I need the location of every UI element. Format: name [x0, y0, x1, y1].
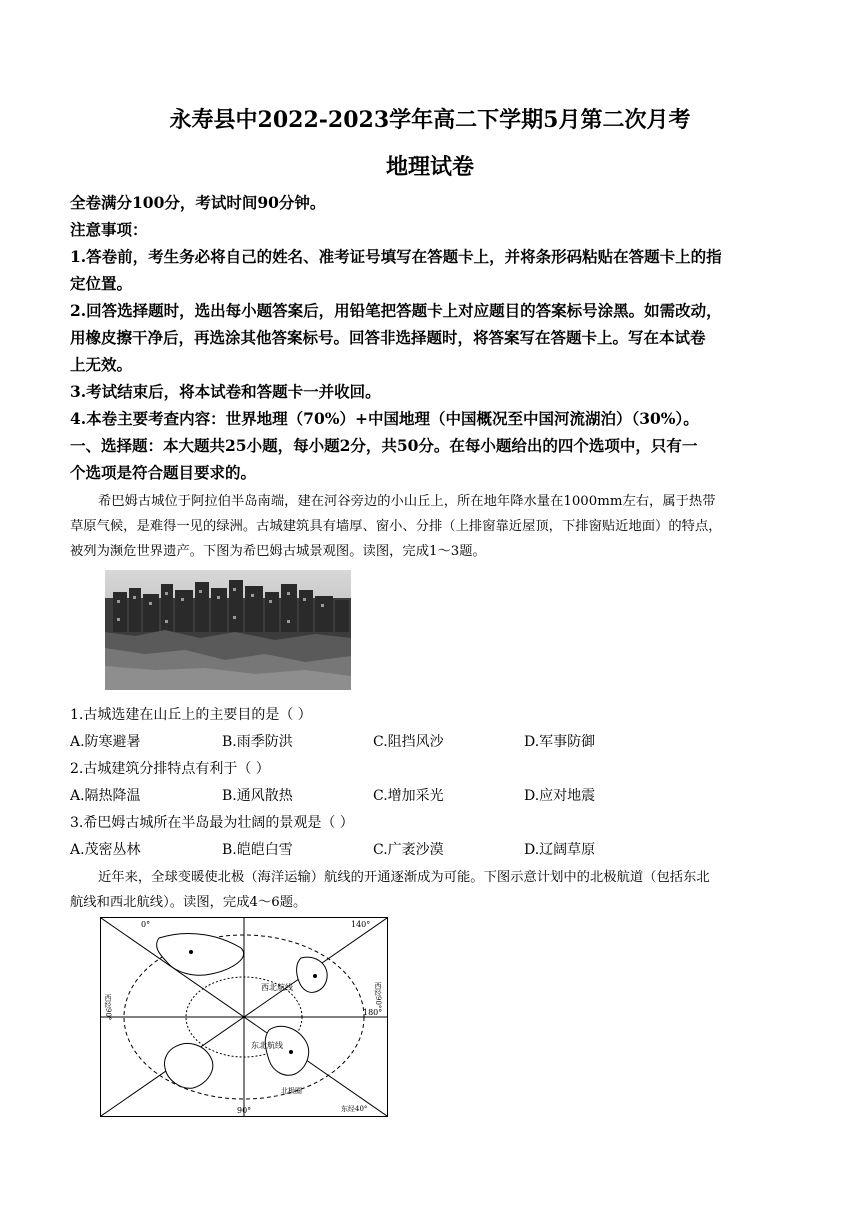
question-2-option-a: A.隔热降温	[70, 788, 141, 804]
map-label-arctic-circle: 北极圈	[281, 1087, 302, 1095]
question-2-option-d: D.应对地震	[524, 788, 596, 804]
section-heading-line-1: 一、选择题：本大题共25小题，每小题2分，共50分。在每小题给出的四个选项中，只有一	[70, 436, 698, 455]
question-3-option-d: D.辽阔草原	[524, 842, 596, 858]
note-2-line-1: 2.回答选择题时，选出每小题答案后，用铅笔把答题卡上对应题目的答案标号涂黑。如需改动，	[70, 301, 722, 320]
map-label-left: 西经90°	[104, 994, 112, 1021]
passage-1-line-1: 希巴姆古城位于阿拉伯半岛南端，建在河谷旁边的小山丘上，所在地年降水量在1000mm左右，属于热带	[98, 494, 716, 509]
question-3-option-c: C.广袤沙漠	[373, 842, 444, 858]
note-2-line-3: 上无效。	[70, 355, 133, 374]
map-label-bottom-right: 东经40°	[341, 1105, 368, 1113]
passage-2-line-2: 航线和西北航线）。读图，完成4～6题。	[70, 895, 307, 910]
passage-1-line-3: 被列为濒危世界遗产。下图为希巴姆古城景观图。读图，完成1～3题。	[70, 544, 486, 559]
passage-2-line-1: 近年来，全球变暖使北极（海洋运输）航线的开通逐渐成为可能。下图示意计划中的北极航道（包括东北	[98, 870, 710, 885]
question-1-option-b: B.雨季防洪	[222, 734, 293, 750]
map-label-bottom: 90°	[237, 1106, 252, 1115]
map-label-top-right: 140°	[351, 920, 371, 929]
question-2-option-c: C.增加采光	[373, 788, 444, 804]
question-1-option-a: A.防寒避暑	[70, 734, 141, 750]
map-label-top-left: 0°	[141, 920, 151, 929]
map-label-northeast-route: 东北航线	[251, 1041, 283, 1050]
arctic-route-map	[100, 917, 388, 1117]
question-3-stem: 3.希巴姆古城所在半岛最为壮阔的景观是（ ）	[70, 815, 354, 831]
section-heading-line-2: 个选项是符合题目要求的。	[70, 463, 257, 482]
map-label-northwest-route: 西北航线	[261, 983, 293, 992]
note-4: 4.本卷主要考查内容：世界地理（70%）+中国地理（中国概况至中国河流湖泊）（30%）。	[70, 409, 699, 428]
question-1-option-c: C.阻挡风沙	[373, 734, 444, 750]
map-label-right: 180°	[363, 1008, 383, 1017]
note-3: 3.考试结束后，将本试卷和答题卡一并收回。	[70, 382, 381, 401]
question-2-option-b: B.通风散热	[222, 788, 293, 804]
shibam-city-photo	[105, 570, 351, 690]
score-line: 全卷满分100分，考试时间90分钟。	[70, 193, 326, 212]
page-title: 永寿县中2022-2023学年高二下学期5月第二次月考	[169, 107, 691, 133]
notes-heading: 注意事项：	[70, 220, 148, 239]
map-label-right-side: 西经90°	[374, 982, 382, 1009]
question-3-option-b: B.皑皑白雪	[222, 842, 293, 858]
question-1-option-d: D.军事防御	[524, 734, 596, 750]
page-subtitle: 地理试卷	[385, 154, 474, 180]
note-1-line-2: 定位置。	[70, 274, 133, 293]
note-1-line-1: 1.答卷前，考生务必将自己的姓名、准考证号填写在答题卡上，并将条形码粘贴在答题卡上的指	[70, 247, 722, 266]
question-1-stem: 1.古城选建在山丘上的主要目的是（ ）	[70, 707, 312, 723]
note-2-line-2: 用橡皮擦干净后，再选涂其他答案标号。回答非选择题时，将答案写在答题卡上。写在本试卷	[70, 328, 706, 347]
question-2-stem: 2.古城建筑分排特点有利于（ ）	[70, 761, 270, 777]
question-3-option-a: A.茂密丛林	[70, 842, 141, 858]
passage-1-line-2: 草原气候，是难得一见的绿洲。古城建筑具有墙厚、窗小、分排（上排窗靠近屋顶，下排窗贴近地面）的特点，	[70, 519, 722, 534]
